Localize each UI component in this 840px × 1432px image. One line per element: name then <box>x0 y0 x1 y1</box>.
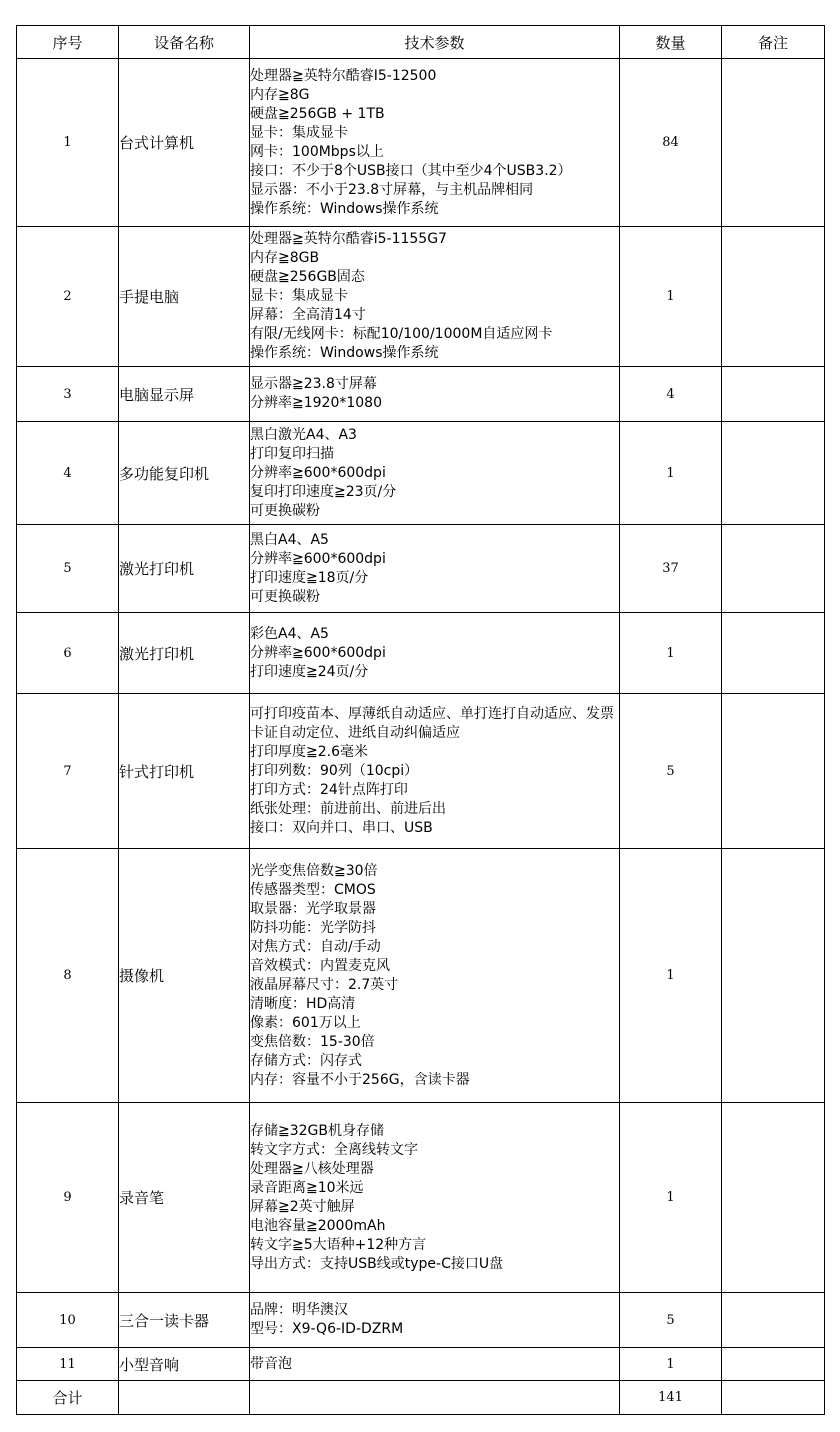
spec-line: 显示器：不小于23.8寸屏幕，与主机品牌相同 <box>250 181 534 198</box>
table-row <box>17 59 825 227</box>
spec-line: 打印列数：90列（10cpi） <box>250 762 419 779</box>
device-name: 手提电脑 <box>119 227 250 367</box>
spec-cell <box>250 694 620 849</box>
row-number: 2 <box>17 227 119 367</box>
spec-line: 操作系统：Windows操作系统 <box>250 200 439 217</box>
spec-cell <box>250 613 620 694</box>
total-label: 合计 <box>17 1381 119 1415</box>
spec-line: 硬盘≧256GB固态 <box>250 269 365 285</box>
quantity: 1 <box>620 422 722 525</box>
spec-line: 对焦方式：自动/手动 <box>250 938 381 955</box>
equipment-table <box>16 25 825 1415</box>
device-name: 激光打印机 <box>119 613 250 694</box>
device-name: 台式计算机 <box>119 59 250 227</box>
quantity: 84 <box>620 59 722 227</box>
spec-line: 打印厚度≧2.6毫米 <box>250 743 368 760</box>
quantity: 5 <box>620 694 722 849</box>
remark <box>722 227 825 367</box>
total-qty: 141 <box>620 1381 722 1415</box>
spec-line: 黑白激光A4、A3 <box>250 426 357 443</box>
quantity: 1 <box>620 227 722 367</box>
remark <box>722 1348 825 1381</box>
row-number: 3 <box>17 367 119 422</box>
table-row <box>17 1293 825 1348</box>
quantity: 1 <box>620 1103 722 1293</box>
spec-line: 显卡：集成显卡 <box>250 124 348 141</box>
device-name: 录音笔 <box>119 1103 250 1293</box>
table-row <box>17 422 825 525</box>
spec-line: 打印速度≧24页/分 <box>250 663 369 680</box>
spec-line: 导出方式：支持USB线或type-C接口U盘 <box>250 1255 504 1272</box>
spec-line: 存储≧32GB机身存储 <box>250 1122 384 1139</box>
total-empty-note <box>722 1381 825 1415</box>
table-body <box>17 59 825 1381</box>
spec-line: 液晶屏幕尺寸：2.7英寸 <box>250 976 399 993</box>
spec-line: 可更换碳粉 <box>250 588 320 605</box>
spec-line: 转文字方式：全离线转文字 <box>250 1141 418 1158</box>
header-no: 序号 <box>17 26 119 59</box>
remark <box>722 59 825 227</box>
spec-line: 存储方式：闪存式 <box>250 1052 362 1069</box>
device-name: 激光打印机 <box>119 525 250 613</box>
row-number: 9 <box>17 1103 119 1293</box>
row-number: 10 <box>17 1293 119 1348</box>
row-number: 6 <box>17 613 119 694</box>
row-number: 4 <box>17 422 119 525</box>
spec-line: 转文字≧5大语种+12种方言 <box>250 1236 427 1253</box>
remark <box>722 525 825 613</box>
remark <box>722 367 825 422</box>
spec-line: 型号：X9-Q6-ID-DZRM <box>250 1321 404 1337</box>
quantity: 37 <box>620 525 722 613</box>
spec-cell <box>250 422 620 525</box>
total-row <box>17 1381 825 1415</box>
spec-line: 电池容量≧2000mAh <box>250 1217 386 1234</box>
spec-line: 打印复印扫描 <box>250 445 334 462</box>
spec-line: 有限/无线网卡：标配10/100/1000M自适应网卡 <box>250 326 553 342</box>
spec-line: 处理器≧英特尔酷睿I5-12500 <box>250 67 437 84</box>
device-name: 小型音响 <box>119 1348 250 1381</box>
table-row <box>17 1103 825 1293</box>
remark <box>722 849 825 1103</box>
quantity: 1 <box>620 613 722 694</box>
spec-cell <box>250 59 620 227</box>
spec-line: 清晰度：HD高清 <box>250 995 356 1012</box>
row-number: 8 <box>17 849 119 1103</box>
total-empty-name <box>119 1381 250 1415</box>
spec-line: 可打印疫苗本、厚薄纸自动适应、单打连打自动适应、发票卡证自动定位、进纸自动纠偏适应 <box>250 705 614 741</box>
spec-line: 显示器≧23.8寸屏幕 <box>250 376 377 392</box>
spec-line: 接口：不少于8个USB接口（其中至少4个USB3.2） <box>250 162 572 179</box>
spec-line: 黑白A4、A5 <box>250 531 329 548</box>
spec-line: 处理器≧英特尔酷睿i5-1155G7 <box>250 231 447 247</box>
spec-line: 录音距离≧10米远 <box>250 1179 364 1196</box>
spec-line: 复印打印速度≧23页/分 <box>250 483 397 500</box>
remark <box>722 613 825 694</box>
spec-cell <box>250 849 620 1103</box>
spec-line: 硬盘≧256GB + 1TB <box>250 105 385 122</box>
spec-line: 传感器类型：CMOS <box>250 881 376 898</box>
spec-line: 纸张处理：前进前出、前进后出 <box>250 800 446 817</box>
spec-line: 音效模式：内置麦克风 <box>250 957 390 974</box>
spec-cell <box>250 1103 620 1293</box>
spec-line: 变焦倍数：15-30倍 <box>250 1033 375 1050</box>
spec-line: 分辨率≧600*600dpi <box>250 550 386 567</box>
header-row <box>17 26 825 59</box>
spec-line: 防抖功能：光学防抖 <box>250 919 376 936</box>
table-row <box>17 367 825 422</box>
spec-cell <box>250 1348 620 1381</box>
quantity: 1 <box>620 849 722 1103</box>
device-name: 针式打印机 <box>119 694 250 849</box>
spec-line: 打印速度≧18页/分 <box>250 569 369 586</box>
table-row <box>17 1348 825 1381</box>
spec-line: 品牌：明华澳汉 <box>250 1302 348 1318</box>
spec-cell <box>250 1293 620 1348</box>
spec-cell <box>250 227 620 367</box>
spec-line: 彩色A4、A5 <box>250 625 329 642</box>
spec-line: 显卡：集成显卡 <box>250 288 348 304</box>
remark <box>722 694 825 849</box>
device-name: 三合一读卡器 <box>119 1293 250 1348</box>
spec-line: 带音泡 <box>250 1355 292 1372</box>
spec-line: 分辨率≧1920*1080 <box>250 395 382 411</box>
spec-line: 接口：双向并口、串口、USB <box>250 819 433 836</box>
remark <box>722 422 825 525</box>
row-number: 5 <box>17 525 119 613</box>
quantity: 5 <box>620 1293 722 1348</box>
spec-cell <box>250 367 620 422</box>
table-row <box>17 694 825 849</box>
device-name: 多功能复印机 <box>119 422 250 525</box>
spec-line: 操作系统：Windows操作系统 <box>250 345 439 361</box>
spec-line: 分辨率≧600*600dpi <box>250 644 386 661</box>
spec-line: 屏幕≧2英寸触屏 <box>250 1198 355 1215</box>
table-row <box>17 525 825 613</box>
header-specs: 技术参数 <box>250 26 620 59</box>
spec-line: 内存≧8GB <box>250 250 320 266</box>
header-note: 备注 <box>722 26 825 59</box>
spec-line: 光学变焦倍数≧30倍 <box>250 862 378 879</box>
table-row <box>17 227 825 367</box>
row-number: 1 <box>17 59 119 227</box>
spec-line: 取景器：光学取景器 <box>250 900 376 917</box>
quantity: 1 <box>620 1348 722 1381</box>
device-name: 电脑显示屏 <box>119 367 250 422</box>
table-row <box>17 613 825 694</box>
header-name: 设备名称 <box>119 26 250 59</box>
row-number: 11 <box>17 1348 119 1381</box>
remark <box>722 1293 825 1348</box>
device-name: 摄像机 <box>119 849 250 1103</box>
spec-line: 可更换碳粉 <box>250 502 320 519</box>
header-qty: 数量 <box>620 26 722 59</box>
spec-line: 处理器≧八核处理器 <box>250 1160 374 1177</box>
table-row <box>17 849 825 1103</box>
spec-line: 分辨率≧600*600dpi <box>250 464 386 481</box>
total-empty-specs <box>250 1381 620 1415</box>
quantity: 4 <box>620 367 722 422</box>
spec-line: 内存：容量不小于256G，含读卡器 <box>250 1071 470 1088</box>
spec-line: 屏幕：全高清14寸 <box>250 307 366 323</box>
remark <box>722 1103 825 1293</box>
spec-line: 像素：601万以上 <box>250 1014 361 1031</box>
row-number: 7 <box>17 694 119 849</box>
spec-line: 打印方式：24针点阵打印 <box>250 781 408 798</box>
spec-cell <box>250 525 620 613</box>
spec-line: 网卡：100Mbps以上 <box>250 143 384 160</box>
spec-line: 内存≧8G <box>250 86 310 103</box>
